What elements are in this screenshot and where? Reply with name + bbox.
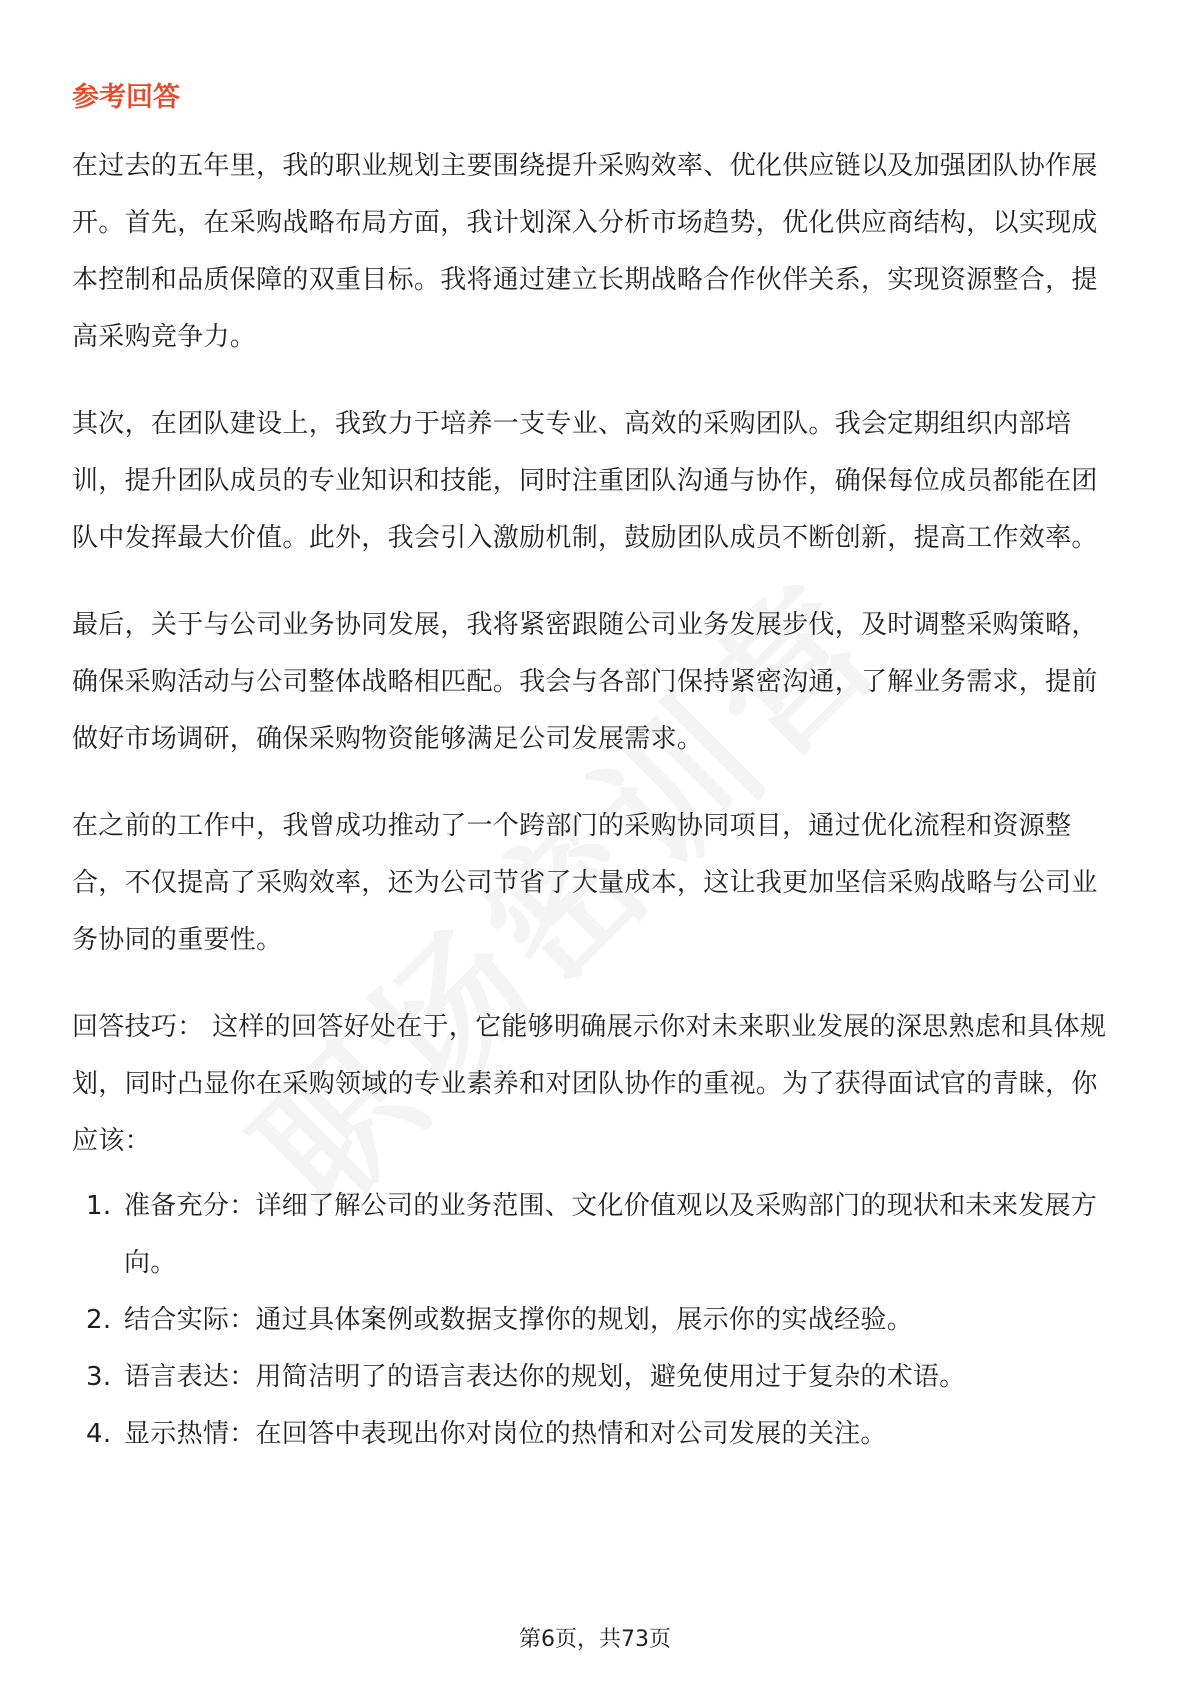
page-content (72, 78, 1122, 1463)
tips-list (72, 1178, 1122, 1463)
list-item-number: 3. (86, 1362, 112, 1392)
section-title: 参考回答 (72, 82, 180, 113)
paragraph: 其次，在团队建设上，我致力于培养一支专业、高效的采购团队。我会定期组织内部培训，提升团队成员的专业知识和技能，同时注重团队沟通与协作，确保每位成员都能在团队中发挥最大价值。此外，我会引入激励机制，鼓励团队成员不断创新，提高工作效率。 (72, 409, 1098, 553)
list-item-text: 语言表达：用简洁明了的语言表达你的规划，避免使用过于复杂的术语。 (124, 1362, 966, 1392)
list-item (72, 1292, 1122, 1349)
paragraph: 在之前的工作中，我曾成功推动了一个跨部门的采购协同项目，通过优化流程和资源整合，不仅提高了采购效率，还为公司节省了大量成本，这让我更加坚信采购战略与公司业务协同的重要性。 (72, 811, 1098, 955)
paragraph: 在过去的五年里，我的职业规划主要围绕提升采购效率、优化供应链以及加强团队协作展开。首先，在采购战略布局方面，我计划深入分析市场趋势，优化供应商结构，以实现成本控制和品质保障的双重目标。我将通过建立长期战略合作伙伴关系，实现资源整合，提高采购竞争力。 (72, 151, 1098, 352)
list-item-number: 2. (86, 1305, 112, 1335)
list-item-number: 4. (86, 1419, 112, 1449)
list-item-number: 1. (86, 1191, 112, 1221)
paragraph: 最后，关于与公司业务协同发展，我将紧密跟随公司业务发展步伐，及时调整采购策略，确保采购活动与公司整体战略相匹配。我会与各部门保持紧密沟通，了解业务需求，提前做好市场调研，确保采购物资能够满足公司发展需求。 (72, 610, 1098, 754)
list-item (72, 1406, 1122, 1463)
list-item-text: 结合实际：通过具体案例或数据支撑你的规划，展示你的实战经验。 (124, 1305, 914, 1335)
list-item-text: 准备充分：详细了解公司的业务范围、文化价值观以及采购部门的现状和未来发展方向。 (124, 1191, 1098, 1278)
answer-tips-paragraph: 回答技巧： 这样的回答好处在于，它能够明确展示你对未来职业发展的深思熟虑和具体规划，同时凸显你在采购领域的专业素养和对团队协作的重视。为了获得面试官的青睐，你应该： (72, 1012, 1107, 1156)
list-item (72, 1178, 1122, 1292)
list-item-text: 显示热情：在回答中表现出你对岗位的热情和对公司发展的关注。 (124, 1419, 887, 1449)
list-item (72, 1349, 1122, 1406)
page-footer: 第6页，共73页 (519, 1627, 671, 1652)
